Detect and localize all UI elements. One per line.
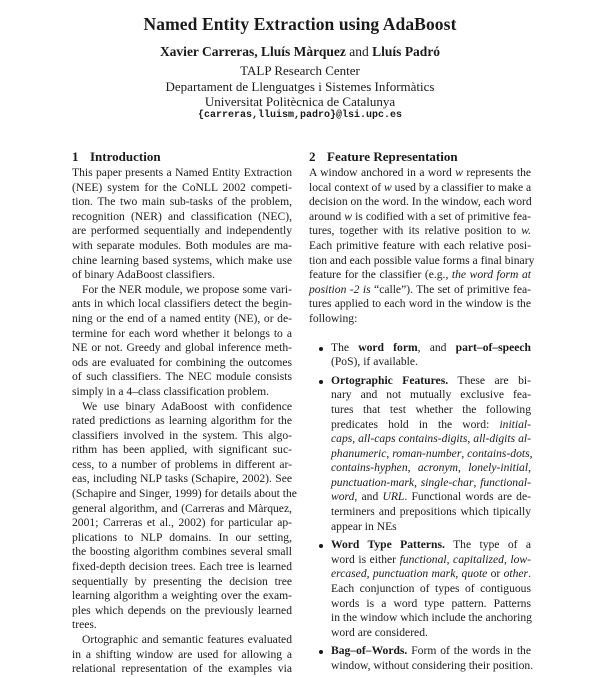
math-variable: w xyxy=(384,180,392,194)
text-span: , and xyxy=(417,340,447,354)
text-line: nary and not mutually exclusive fea- xyxy=(331,388,531,402)
author-emails: {carreras,lluism,padro}@lsi.upc.es xyxy=(197,110,403,121)
bullet-item-ortographic-features xyxy=(309,374,531,535)
section-number: 2 xyxy=(309,149,316,164)
text-line: in the window which include the anchoring xyxy=(331,611,532,625)
affiliation-university: Universitat Politècnica de Catalunya xyxy=(204,94,396,109)
paper-authors xyxy=(0,44,600,60)
text-line: following: xyxy=(309,311,358,325)
text-line: of such classifiers. The NEC module consists xyxy=(72,370,292,384)
text-line: Each conjunction of types of contiguous xyxy=(331,582,531,596)
text-line: chine learning based systems, which make use xyxy=(72,253,292,267)
text-line: with separate modules. Both modules are ma- xyxy=(72,238,292,252)
text-span: , xyxy=(366,567,370,581)
text-line: trees. xyxy=(72,618,97,632)
section-heading-feature-representation xyxy=(309,148,531,166)
text-line xyxy=(331,644,531,659)
text-span: word is either xyxy=(331,552,397,566)
text-line: Ortographic and semantic features evaluated xyxy=(82,633,292,646)
text-line xyxy=(309,181,531,196)
text-line xyxy=(331,567,531,582)
right-column xyxy=(309,148,535,674)
text-line: simply in a 4–class classification problem. xyxy=(72,384,270,398)
text-line xyxy=(309,268,531,283)
text-line: 2001; Carreras et al., 2002) for particular ap- xyxy=(72,516,292,530)
text-line: general algorithm, and (Carreras and Màrquez, xyxy=(72,501,292,515)
text-span: . xyxy=(528,567,531,581)
bullet-item-word-form xyxy=(309,341,531,370)
bullet-heading: Word Type Patterns. xyxy=(331,538,445,552)
italic-span: functional- xyxy=(480,475,531,489)
text-span: The xyxy=(331,340,350,354)
text-line xyxy=(331,374,531,389)
italic-span: capitalized xyxy=(453,552,504,566)
text-span: , xyxy=(457,461,461,475)
italic-span: other xyxy=(503,567,529,581)
text-line: fixed-depth decision trees. Each tree is learned xyxy=(72,560,292,574)
text-span: “calle”). The set of primitive fea- xyxy=(374,282,531,296)
text-span: local context of xyxy=(309,180,382,194)
italic-span: functional xyxy=(399,552,447,566)
text-line: plications to NLP domains. In our setting, xyxy=(72,530,292,544)
text-span: tures, together with its relative position to xyxy=(309,224,517,238)
text-span: A window anchored in a word xyxy=(309,166,452,179)
text-span: is codified with a set of primitive fea- xyxy=(355,209,531,223)
bullet-icon xyxy=(319,544,323,548)
author-names-2: Lluís Padró xyxy=(372,44,441,59)
text-span: Form of the words in the xyxy=(411,644,531,658)
text-line: (PoS), if available. xyxy=(331,355,418,369)
text-span: , xyxy=(529,446,533,460)
text-span: , xyxy=(467,432,471,446)
text-line: tion and each possible value forms a final binary xyxy=(309,253,535,267)
text-line: ples which depends on the previously learned xyxy=(72,603,292,617)
text-line xyxy=(331,432,531,447)
text-line: eas, including NLP tasks (Schapire, 2002). See xyxy=(72,472,292,486)
text-span: These are bi- xyxy=(457,373,531,387)
math-variable: w. xyxy=(521,224,531,238)
italic-span: quote xyxy=(461,567,488,581)
spacer xyxy=(309,327,531,341)
italic-span: punctuation-mark xyxy=(331,475,415,489)
bullet-heading: Ortographic Features. xyxy=(331,373,449,387)
text-line: window, without considering their position. xyxy=(331,659,534,672)
paragraph-3 xyxy=(72,399,297,634)
text-span: around xyxy=(309,209,342,223)
text-span: feature for the classifier (e.g., xyxy=(309,268,449,282)
math-variable: w xyxy=(455,166,463,179)
text-line: tures applied to each word in the window is the xyxy=(309,297,531,311)
text-line: words is a word type pattern. Patterns xyxy=(331,596,531,610)
text-line: We use binary AdaBoost with confidence xyxy=(82,399,292,413)
text-line: rithm has been applied, with significant suc- xyxy=(72,443,292,457)
italic-span: position -2 is xyxy=(309,282,371,296)
section-number: 1 xyxy=(72,149,79,164)
text-span: represents the xyxy=(466,166,532,179)
bullet-icon xyxy=(319,347,323,351)
bold-span: word form xyxy=(358,340,418,354)
text-line xyxy=(309,210,531,225)
italic-span: acronym xyxy=(417,461,458,475)
section-title: Introduction xyxy=(90,149,161,164)
text-line: ants in which local classifiers detect the begin- xyxy=(72,297,292,311)
text-line: sequentially by presenting the decision tree xyxy=(72,574,292,588)
italic-span: punctuation mark xyxy=(372,567,456,581)
section-heading-introduction xyxy=(72,148,292,166)
left-column xyxy=(72,148,297,677)
affiliation-department: Departament de Llenguatges i Sistemes Informàtics xyxy=(165,79,435,94)
text-line: learning algorithm a weighting over the exam- xyxy=(72,589,292,603)
bold-span: part–of–speech xyxy=(455,340,531,354)
italic-span: roman-number xyxy=(392,446,462,460)
bullet-icon xyxy=(319,380,323,384)
text-span: , xyxy=(386,446,390,460)
italic-span: initial- xyxy=(499,417,531,431)
text-span: or xyxy=(490,567,501,581)
math-variable: w xyxy=(344,209,352,223)
section-title: Feature Representation xyxy=(327,149,458,164)
text-span: used by a classifier to make a xyxy=(394,180,532,194)
text-line xyxy=(331,538,531,553)
italic-span: caps, all-caps contains-digits xyxy=(331,432,468,446)
text-line xyxy=(331,341,531,356)
italic-span: all-digits al- xyxy=(473,432,531,446)
italic-span: URL xyxy=(382,490,405,504)
text-line: terminers and prepositions which tipically xyxy=(331,505,531,519)
text-line: word are considered. xyxy=(331,625,428,639)
italic-span: ercased xyxy=(331,567,367,581)
italic-span: word xyxy=(331,490,355,504)
feature-bullet-list xyxy=(309,340,534,674)
text-line xyxy=(331,461,531,476)
italic-span: the word form at xyxy=(451,268,531,282)
text-span: , xyxy=(473,475,477,489)
text-span: , xyxy=(503,552,507,566)
bullet-heading: Bag–of–Words. xyxy=(331,644,408,658)
text-line: are performed sequentially and independently xyxy=(72,224,292,238)
italic-span: lonely-initial xyxy=(468,461,529,475)
text-line: ning or the end of a named entity (NE), or de- xyxy=(72,311,292,325)
text-line xyxy=(331,553,531,568)
text-line: (Schapire and Singer, 1999) for details about the xyxy=(72,487,297,501)
text-span: , xyxy=(414,475,417,489)
italic-span: phanumeric xyxy=(331,446,387,460)
italic-span: single-char xyxy=(420,475,474,489)
text-line: appear in NEs xyxy=(331,519,397,533)
text-line xyxy=(331,447,531,462)
italic-span: contains-dots xyxy=(467,446,530,460)
paper-title: Named Entity Extraction using AdaBoost xyxy=(143,14,457,34)
text-line xyxy=(309,283,531,298)
text-span: , xyxy=(455,567,459,581)
text-span: , xyxy=(446,552,450,566)
text-span: The type of a xyxy=(453,538,531,552)
italic-span: contains-hyphen xyxy=(331,461,408,475)
paragraph-4 xyxy=(72,633,292,677)
text-line xyxy=(309,166,531,181)
text-span: predicates hold in the word: xyxy=(331,417,490,431)
bullet-icon xyxy=(319,650,323,654)
paragraph-1 xyxy=(72,166,292,283)
italic-span: low- xyxy=(510,552,532,566)
text-span: , xyxy=(461,446,465,460)
bullet-item-bag-of-words xyxy=(309,644,534,673)
text-line: classifiers involved in the system. This algo- xyxy=(72,428,292,442)
text-span: , and xyxy=(354,490,379,504)
text-line: This paper presents a Named Entity Extraction xyxy=(72,166,292,179)
text-line: NE or not. Greedy and global inference meth- xyxy=(72,341,292,355)
text-line: (NEE) system for the CoNLL 2002 competi- xyxy=(72,180,292,194)
author-names-1: Xavier Carreras, Lluís Màrquez xyxy=(159,44,346,59)
paragraph-2 xyxy=(72,283,292,400)
text-line: tion. The two main sub-tasks of the problem, xyxy=(72,195,292,209)
text-line xyxy=(331,418,531,433)
text-span: , xyxy=(407,461,411,475)
text-line: For the NER module, we propose some vari- xyxy=(82,282,292,296)
text-line: in a shifting window are used for allowing a xyxy=(72,647,292,661)
affiliation-center: TALP Research Center xyxy=(240,63,360,78)
text-line: cess, to a number of problems in different ar- xyxy=(72,457,292,471)
text-line: ods are evaluated for combining the outcomes xyxy=(72,355,292,369)
text-line: tures that test whether the following xyxy=(331,402,531,416)
text-span: , xyxy=(528,461,531,475)
author-and: and xyxy=(345,44,373,59)
text-span: . Functional words are de- xyxy=(404,490,531,504)
text-line: of binary AdaBoost classifiers. xyxy=(72,268,215,282)
text-line: Each primitive feature with each relative posi- xyxy=(309,238,531,252)
text-line: rated predictions as learning algorithm for the xyxy=(72,414,292,428)
feature-intro-paragraph xyxy=(309,166,535,327)
text-line xyxy=(331,476,531,491)
text-line xyxy=(309,224,531,239)
text-line: decision on the word. In the window, each word xyxy=(309,195,532,209)
bullet-item-word-type-patterns xyxy=(309,538,531,640)
text-line: the boosting algorithm combines several small xyxy=(72,545,292,559)
text-line: recognition (NER) and classification (NEC), xyxy=(72,209,292,223)
text-line: termine for each word whether it belongs to a xyxy=(72,326,292,340)
text-line xyxy=(331,490,531,505)
text-line: relational representation of the examples via xyxy=(72,662,292,676)
